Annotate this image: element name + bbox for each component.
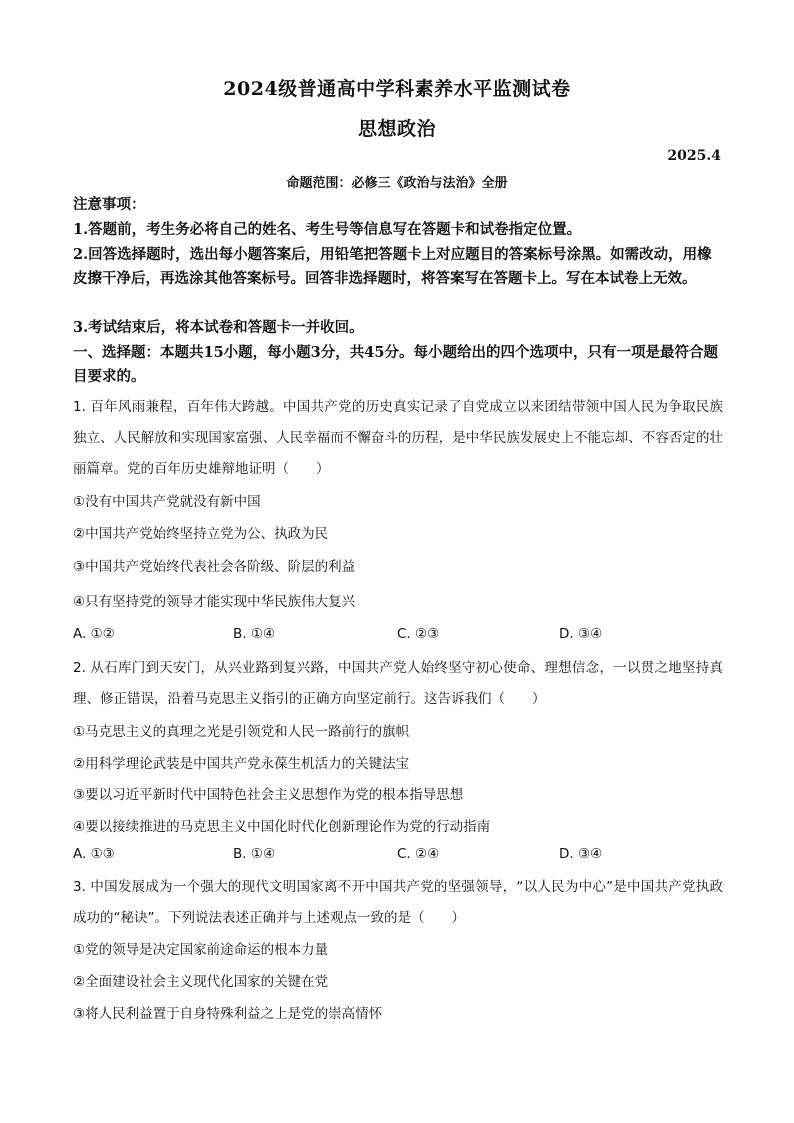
question-2-choice-c[interactable]: C. ②④: [397, 846, 440, 862]
question-1-choice-d[interactable]: D. ③④: [559, 626, 603, 642]
notice-item-1: 1.答题前，考生务必将自己的姓名、考生号等信息写在答题卡和试卷指定位置。: [73, 221, 582, 238]
question-3-option-3: ③将人民利益置于自身特殊利益之上是党的崇高情怀: [73, 1006, 383, 1022]
notice-item-2: 2.回答选择题时，选出每小题答案后，用铅笔把答题卡上对应题目的答案标号涂黑。如需改动，用橡皮擦干净后，再选涂其他答案标号。回答非选择题时，将答案写在答题卡上。写在本试卷上无效。: [73, 246, 712, 287]
question-3-option-1: ①党的领导是决定国家前途命运的根本力量: [73, 942, 329, 958]
question-2-option-1: ①马克思主义的真理之光是引领党和人民一路前行的旗帜: [73, 724, 410, 740]
exam-date: 2025.4: [667, 148, 721, 164]
question-3-option-2: ②全面建设社会主义现代化国家的关键在党: [73, 974, 329, 990]
question-1-option-3: ③中国共产党始终代表社会各阶级、阶层的利益: [73, 559, 356, 575]
question-2-option-4: ④要以接续推进的马克思主义中国化时代化创新理论作为党的行动指南: [73, 819, 491, 835]
exam-title: 2024级普通高中学科素养水平监测试卷: [223, 78, 571, 100]
notice-heading: 注意事项：: [73, 196, 146, 213]
question-3-stem: 3. 中国发展成为一个强大的现代文明国家离不开中国共产党的坚强领导，“以人民为中心”是中国共产党执政成功的“秘诀”。下列说法表述正确并与上述观点一致的是（ ）: [73, 879, 723, 926]
question-2-choice-a[interactable]: A. ①③: [73, 846, 115, 862]
question-2-option-2: ②用科学理论武装是中国共产党永葆生机活力的关键法宝: [73, 756, 410, 772]
section-heading: 一、选择题：本题共15小题，每小题3分，共45分。每小题给出的四个选项中，只有一项是最符合题目要求的。: [73, 344, 718, 385]
question-1-choice-c[interactable]: C. ②③: [397, 626, 440, 642]
question-2-stem: 2. 从石库门到天安门，从兴业路到复兴路，中国共产党人始终坚守初心使命、理想信念，一以贯之地坚持真理、修正错误，沿着马克思主义指引的正确方向坚定前行。这告诉我们（ ）: [73, 660, 723, 707]
subject-title: 思想政治: [357, 118, 436, 140]
question-1-choice-b[interactable]: B. ①④: [233, 626, 276, 642]
question-2-choices: [73, 846, 723, 866]
exam-scope: 命题范围：必修三《政治与法治》全册: [286, 176, 508, 191]
question-1-choices: [73, 626, 723, 646]
question-2-choice-b[interactable]: B. ①④: [233, 846, 276, 862]
question-1-option-1: ①没有中国共产党就没有新中国: [73, 494, 261, 510]
question-1-option-4: ④只有坚持党的领导才能实现中华民族伟大复兴: [73, 594, 356, 610]
question-1-option-2: ②中国共产党始终坚持立党为公、执政为民: [73, 526, 329, 542]
question-1-choice-a[interactable]: A. ①②: [73, 626, 115, 642]
notice-item-3: 3.考试结束后，将本试卷和答题卡一并收回。: [73, 319, 364, 336]
question-2-choice-d[interactable]: D. ③④: [559, 846, 603, 862]
question-2-option-3: ③要以习近平新时代中国特色社会主义思想作为党的根本指导思想: [73, 787, 464, 803]
question-1-stem: 1. 百年风雨兼程，百年伟大跨越。中国共产党的历史真实记录了自党成立以来团结带领中国人民为争取民族独立、人民解放和实现国家富强、人民幸福而不懈奋斗的历程，是中华民族发展史上不能忘却、不容否定的壮丽篇章。党的百年历史雄辩地证明（ ）: [73, 399, 723, 477]
